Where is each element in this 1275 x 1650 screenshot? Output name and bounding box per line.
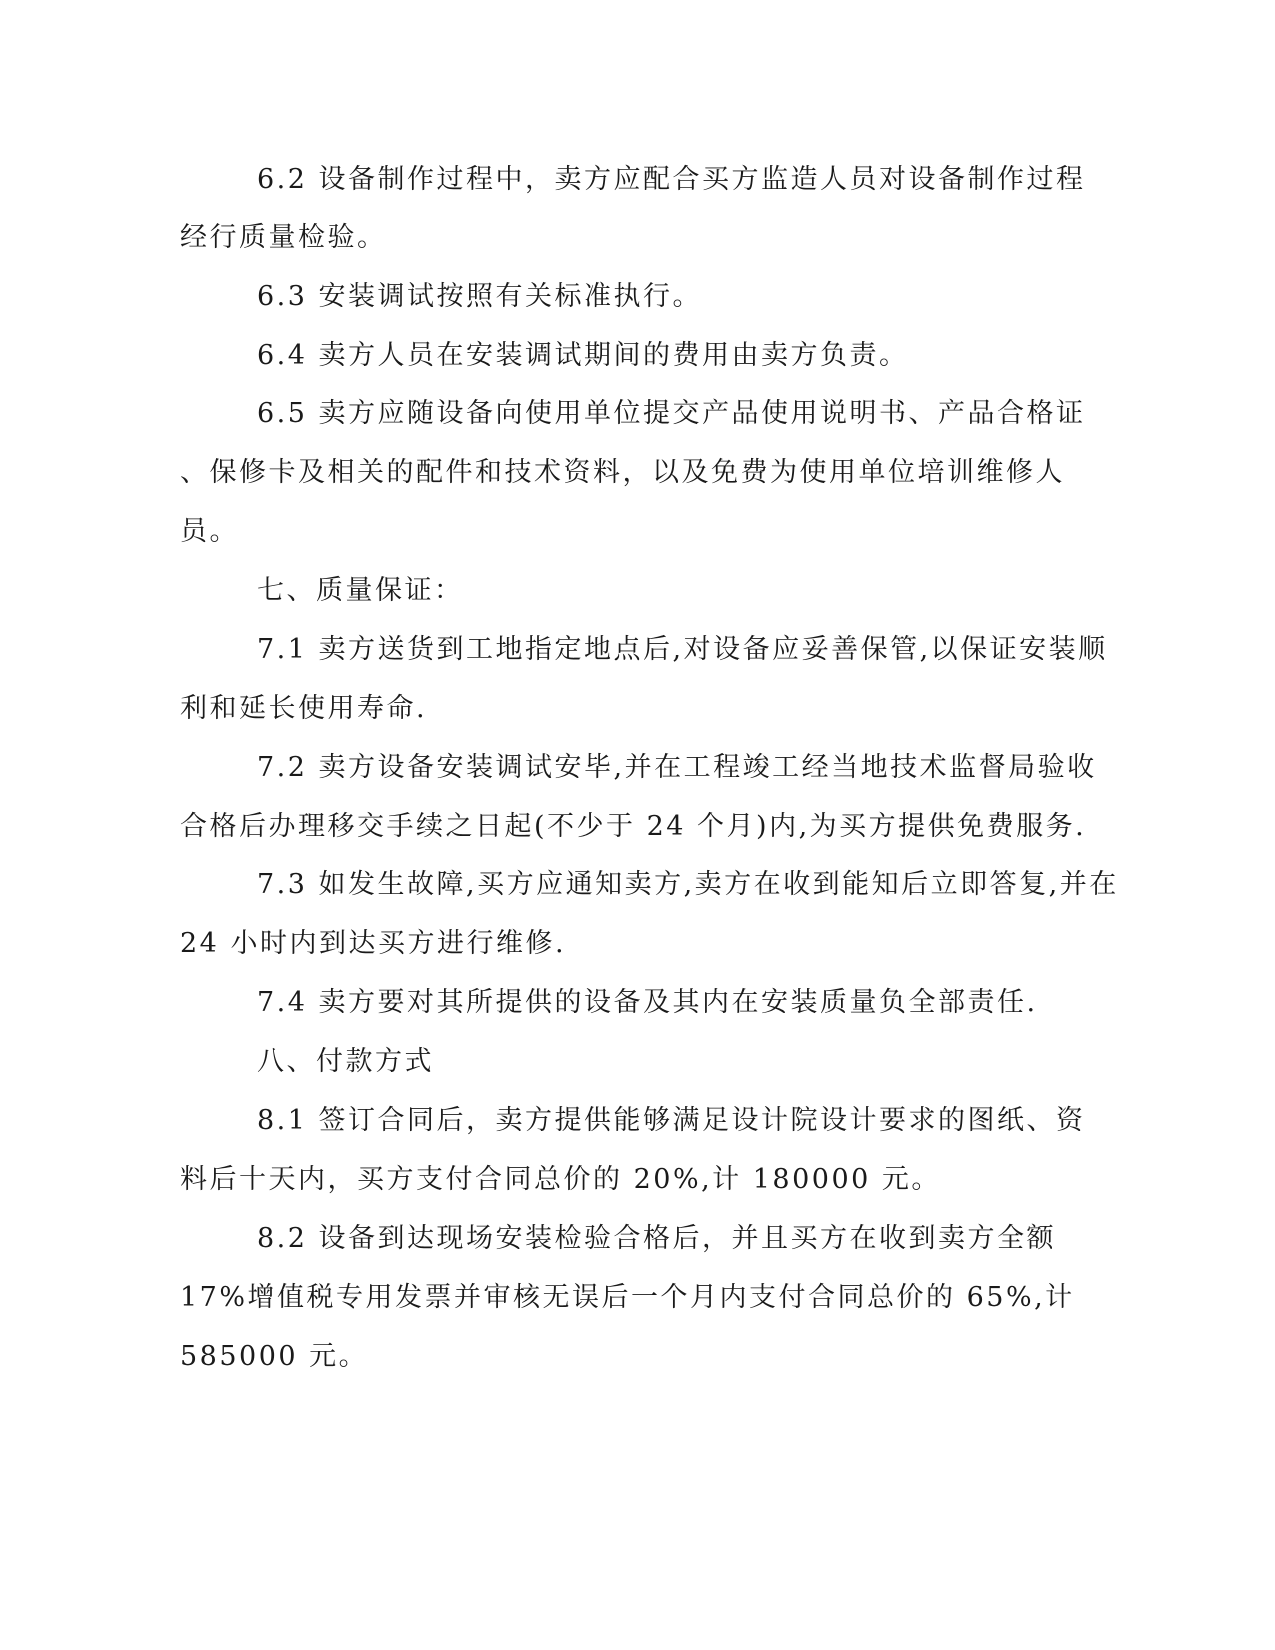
para-8-2-line-3: 585000 元。: [180, 1341, 369, 1372]
para-7-4: 7.4 卖方要对其所提供的设备及其内在安装质量负全部责任.: [257, 987, 1038, 1018]
para-7-3-line-1: 7.3 如发生故障,买方应通知卖方,卖方在收到能知后立即答复,并在: [257, 869, 1119, 900]
para-8-2-line-1: 8.2 设备到达现场安装检验合格后，并且买方在收到卖方全额: [257, 1223, 1057, 1254]
para-7-1-line-2: 利和延长使用寿命.: [180, 693, 428, 724]
para-6-2-line-2: 经行质量检验。: [180, 222, 387, 253]
para-7-1-line-1: 7.1 卖方送货到工地指定地点后,对设备应妥善保管,以保证安装顺: [257, 634, 1108, 665]
section-8-heading: 八、付款方式: [257, 1046, 434, 1077]
para-7-2-line-1: 7.2 卖方设备安装调试安毕,并在工程竣工经当地技术监督局验收: [257, 752, 1097, 783]
para-8-1-line-2: 料后十天内，买方支付合同总价的 20%,计 180000 元。: [180, 1164, 941, 1195]
para-6-2-line-1: 6.2 设备制作过程中，卖方应配合买方监造人员对设备制作过程: [257, 164, 1086, 195]
para-6-5-line-3: 员。: [180, 516, 239, 547]
para-6-5-line-1: 6.5 卖方应随设备向使用单位提交产品使用说明书、产品合格证: [257, 398, 1086, 429]
para-6-5-line-2: 、保修卡及相关的配件和技术资料，以及免费为使用单位培训维修人: [180, 457, 1065, 488]
para-8-2-line-2: 17%增值税专用发票并审核无误后一个月内支付合同总价的 65%,计: [180, 1282, 1075, 1313]
para-8-1-line-1: 8.1 签订合同后，卖方提供能够满足设计院设计要求的图纸、资: [257, 1105, 1086, 1136]
para-6-4: 6.4 卖方人员在安装调试期间的费用由卖方负责。: [257, 340, 909, 371]
para-7-3-line-2: 24 小时内到达买方进行维修.: [180, 928, 567, 959]
section-7-heading: 七、质量保证：: [257, 575, 464, 606]
para-6-3: 6.3 安装调试按照有关标准执行。: [257, 281, 703, 312]
para-7-2-line-2: 合格后办理移交手续之日起(不少于 24 个月)内,为买方提供免费服务.: [180, 811, 1087, 842]
